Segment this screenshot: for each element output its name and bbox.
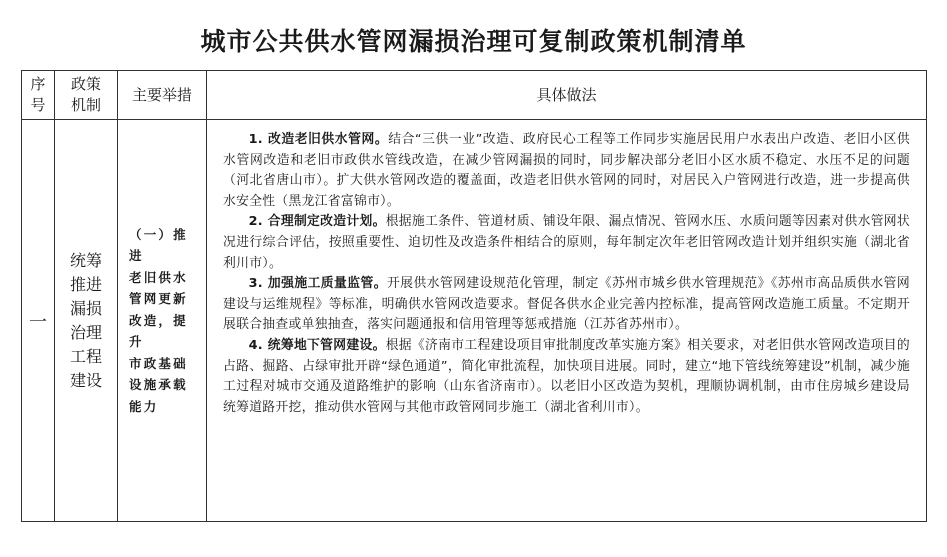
practice-body-1: 结合“三供一业”改造、政府民心工程等工作同步实施居民用户水表出户改造、老旧小区供水管网改造和老旧市政供水管线改造，在减少管网漏损的同时，同步解决部分老旧小区水质不稳定、水压不足的问题（河北省唐山市）。扩大供水管网改造的覆盖面，改造老旧供水管网的同时，对居民入户管网进行改造，进一步提高供水安全性（黑龙江省富锦市）。 [223,132,910,209]
practice-body-3: 开展供水管网建设规范化管理，制定《苏州市城乡供水管理规范》《苏州市高品质供水管网建设与运维规程》等标准，明确供水管网改造要求。督促各供水企业完善内控标准，提高管网改造施工质量。不定期开展联合抽查或单独抽查，落实问题通报和信用管理等惩戒措施（江苏省苏州市）。 [223,276,910,333]
header-mechanism: 政策 机制 [55,71,118,120]
practice-heading-2: 2. 合理制定改造计划。 [248,214,386,230]
practice-item-1 [223,130,910,212]
table-header-row [22,71,927,120]
row-mechanism: 统筹 推进 漏损 治理 工程 建设 [55,120,118,522]
practice-heading-4: 4. 统筹地下管网建设。 [248,337,386,353]
practice-heading-3: 3. 加强施工质量监管。 [248,276,387,292]
practice-body-4: 根据《济南市工程建设项目审批制度改革实施方案》相关要求，对老旧供水管网改造项目的占路、掘路、占绿审批开辟“绿色通道”，简化审批流程，加快项目进展。同时，建立“地下管线统筹建设”机制，减少施工过程对城市交通及道路维护的影响（山东省济南市）。以老旧小区改造为契机，理顺协调机制，由市住房城乡建设局统筹道路开挖，推动供水管网与其他市政管网同步施工（湖北省利川市）。 [223,337,911,415]
row-measure: （一）推进 老旧供水 管网更新 改造，提升 市政基础 设施承载 能力 [118,120,207,522]
row-seq: 一 [22,120,55,522]
practice-body-2: 根据施工条件、管道材质、铺设年限、漏点情况、管网水压、水质问题等因素对供水管网状况进行综合评估，按照重要性、迫切性及改造条件相结合的原则，每年制定次年老旧管网改造计划并组织实施（湖北省利川市）。 [223,214,911,271]
practice-item-2 [223,212,910,274]
header-seq: 序 号 [22,71,55,120]
practice-item-3 [223,274,910,336]
policy-table [21,70,927,522]
practice-item-4 [223,336,910,418]
page-title: 城市公共供水管网漏损治理可复制政策机制清单 [200,27,747,56]
practice-heading-1: 1. 改造老旧供水管网。 [248,132,389,147]
table-row [22,120,927,522]
row-practice [207,120,927,522]
header-practice: 具体做法 [207,71,927,120]
header-measure: 主要举措 [118,71,207,120]
